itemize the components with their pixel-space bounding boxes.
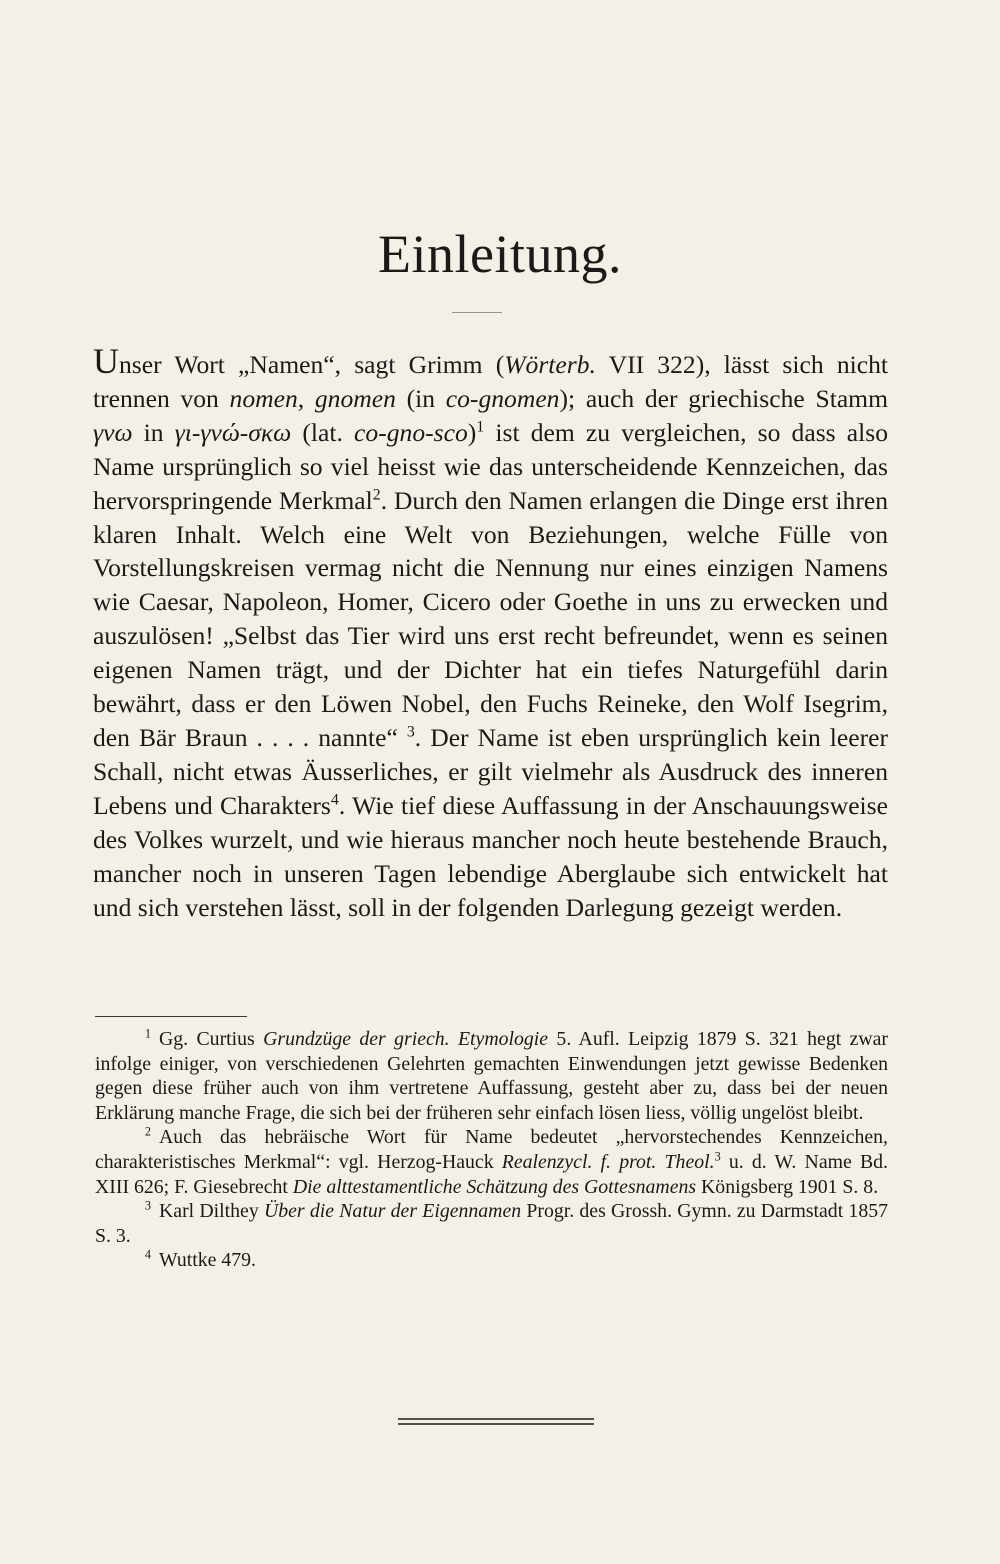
text-run: nser Wort „Namen“, sagt Grimm ( (119, 350, 505, 379)
italic-text: Wörterb. (504, 350, 596, 379)
footnote-number: 4 (144, 1247, 151, 1262)
text-run: Gg. Curtius (159, 1028, 264, 1050)
italic-text: γνω (93, 417, 133, 447)
italic-text: Die alttestamentliche Schätzung des Gottesnamens (292, 1175, 697, 1198)
text-run: ist dem zu vergleichen, so dass also Name ursprünglich so viel heisst wie das unterscheidende Kennzeichen, das hervorspringende Merkmal (93, 417, 888, 515)
footnote-3 (95, 1199, 888, 1248)
footnotes (95, 1027, 888, 1273)
footnote-4 (95, 1248, 888, 1273)
italic-text: co-gnomen (445, 383, 560, 413)
text-run: ); auch der griechische Stamm (559, 383, 888, 413)
footnote-divider (95, 1016, 247, 1017)
text-run: Königsberg 1901 S. 8. (696, 1175, 879, 1198)
end-ornament-rule (398, 1423, 594, 1425)
footnote-ref: 3 (406, 723, 415, 741)
text-run: u. d. W. Name Bd. XIII 626; F. Giesebrecht (95, 1150, 888, 1198)
text-run: ) (467, 417, 477, 447)
footnote-2 (95, 1125, 888, 1199)
italic-text: Realenzycl. f. prot. Theol. (501, 1150, 715, 1173)
body-text-runs (93, 350, 888, 922)
italic-text: co-gno-sco (354, 417, 468, 447)
footnote-ref: 3 (714, 1149, 721, 1164)
title-divider (452, 312, 502, 313)
text-run: . Wie tief diese Auffassung in der Anschauungsweise des Volkes wurzelt, und wie hieraus mancher noch heute bestehende Brauch, mancher noch in unseren Tagen lebendige Aberglaube sich entwickelt hat und sich verstehen lässt, soll in der folgenden Darlegung gezeigt werden. (93, 790, 888, 922)
footnote-number: 1 (144, 1026, 151, 1041)
text-run: Karl Dilthey (159, 1200, 264, 1223)
text-run: Wuttke 479. (159, 1249, 256, 1272)
text-run: Progr. des Grossh. Gymn. zu Darmstadt 1857 S. 3. (95, 1200, 888, 1247)
italic-text: Über die Natur der Eigennamen (263, 1200, 522, 1223)
italic-text: nomen, gnomen (229, 383, 396, 413)
drop-cap: U (93, 341, 119, 381)
text-run: . Durch den Namen erlangen die Dinge erst ihren klaren Inhalt. Welch eine Welt von Beziehungen, welche Fülle von Vorstellungskreisen vermag nicht die Nennung nur eines einzigen Namens wie Caesar, Napoleon, Homer, Cicero oder Goethe in uns zu erwecken und auszulösen! „Selbst das Tier wird uns erst recht befreundet, wenn es seinen eigenen Namen trägt, und der Dichter hat ein tiefes Naturgefühl darin bewährt, dass er den Löwen Nobel, den Fuchs Reineke, den Wolf Isegrim, den Bär Braun . . . . nannte“ (93, 485, 888, 752)
text-run: (lat. (291, 417, 355, 447)
text-run: (in (395, 383, 446, 413)
footnote-1 (95, 1027, 888, 1125)
footnote-number: 3 (144, 1198, 151, 1213)
text-run: 5. Aufl. Leipzig 1879 S. 321 hegt zwar infolge einiger, von verschiedenen Gelehrten gemachten Einwendungen jetzt gewisse Bedenken gegen diese früher auch von ihm vertretene Auffassung, gesteht aber zu, dass bei der neuen Erklärung manche Frage, die sich bei der früheren sehr einfach lösen liess, völlig ungelöst bleibt. (95, 1028, 889, 1124)
text-run: . Der Name ist eben ursprünglich kein leerer Schall, nicht etwas Äusserliches, er gilt vielmehr als Ausdruck des inneren Lebens und Charakters (93, 722, 888, 820)
footnote-number: 2 (144, 1124, 151, 1139)
body-paragraph (93, 341, 888, 924)
text-run: Auch das hebräische Wort für Name bedeutet „hervorstechendes Kennzeichen, charakteristisches Merkmal“: vgl. Herzog-Hauck (95, 1126, 888, 1173)
page-title: Einleitung. (378, 224, 622, 284)
footnote-ref: 1 (476, 418, 485, 436)
italic-text: Grundzüge der griech. Etymologie (263, 1028, 549, 1050)
footnote-ref: 2 (372, 486, 381, 504)
footnote-ref: 4 (330, 791, 339, 809)
text-run: in (132, 417, 175, 447)
italic-text: γι-γνώ-σκω (174, 417, 292, 447)
end-ornament-rule (398, 1418, 594, 1420)
text-run: VII 322), lässt sich nicht trennen von (93, 350, 888, 413)
